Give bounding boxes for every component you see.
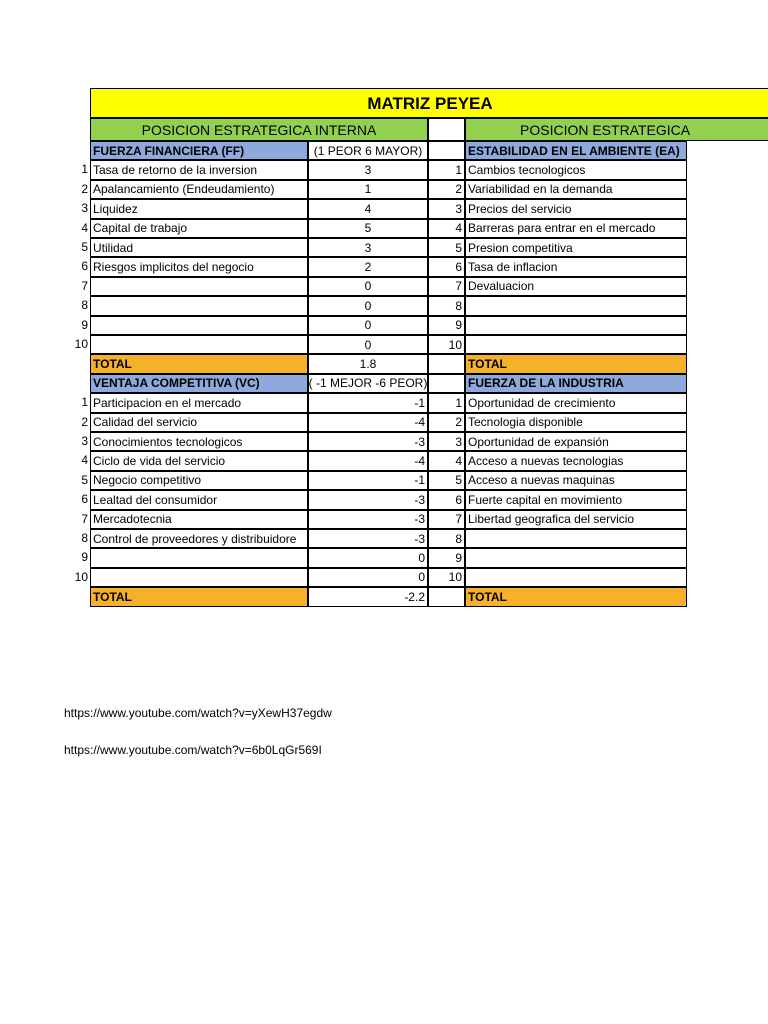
factor-label[interactable]: Riesgos implicitos del negocio (90, 257, 308, 276)
factor-label[interactable]: Mercadotecnia (90, 510, 308, 529)
factor-label-right[interactable] (465, 296, 687, 315)
row-number: 5 (81, 472, 88, 487)
row-number-right: 8 (428, 529, 465, 548)
factor-label-right[interactable]: Oportunidad de expansión (465, 432, 687, 451)
row-number-right: 10 (428, 335, 465, 354)
empty-cell (428, 587, 465, 606)
youtube-link[interactable]: https://www.youtube.com/watch?v=6b0LqGr569I (64, 743, 322, 757)
block-header-right: ESTABILIDAD EN EL AMBIENTE (EA) (465, 141, 687, 160)
row-number-right: 3 (428, 199, 465, 218)
factor-value[interactable]: 3 (308, 238, 428, 257)
row-number: 6 (81, 259, 88, 274)
row-number-right: 9 (428, 316, 465, 335)
row-number: 10 (74, 569, 88, 584)
factor-label-right[interactable] (465, 335, 687, 354)
factor-label[interactable] (90, 277, 308, 296)
empty-cell (428, 374, 465, 393)
factor-value[interactable]: 2 (308, 257, 428, 276)
factor-label-right[interactable] (465, 548, 687, 567)
factor-value[interactable]: -3 (308, 510, 428, 529)
factor-label[interactable]: Ciclo de vida del servicio (90, 451, 308, 470)
row-number: 9 (81, 317, 88, 332)
factor-value[interactable]: -1 (308, 471, 428, 490)
factor-value[interactable]: 5 (308, 219, 428, 238)
factor-label[interactable] (90, 296, 308, 315)
factor-label[interactable]: Control de proveedores y distribuidore (90, 529, 308, 548)
row-number: 1 (81, 395, 88, 410)
factor-label-right[interactable]: Tecnologia disponible (465, 413, 687, 432)
block-header-left: FUERZA FINANCIERA (FF) (90, 141, 308, 160)
factor-label-right[interactable]: Oportunidad de crecimiento (465, 393, 687, 412)
factor-label[interactable]: Calidad del servicio (90, 413, 308, 432)
row-number-right: 5 (428, 471, 465, 490)
row-number: 9 (81, 550, 88, 565)
block-header-left: VENTAJA COMPETITIVA (VC) (90, 374, 308, 393)
factor-label[interactable]: Liquidez (90, 199, 308, 218)
factor-label[interactable]: Tasa de retorno de la inversion (90, 160, 308, 179)
factor-label[interactable]: Capital de trabajo (90, 219, 308, 238)
factor-label-right[interactable] (465, 316, 687, 335)
block-header-right: FUERZA DE LA INDUSTRIA (465, 374, 687, 393)
factor-label[interactable]: Conocimientos tecnologicos (90, 432, 308, 451)
row-number-right: 8 (428, 296, 465, 315)
factor-value[interactable]: 1 (308, 180, 428, 199)
total-value: -2.2 (308, 587, 428, 606)
row-number: 10 (74, 337, 88, 351)
row-number: 8 (81, 298, 88, 313)
row-number: 8 (81, 531, 88, 545)
row-number-right: 5 (428, 238, 465, 257)
block-scale: (1 PEOR 6 MAYOR) (308, 141, 428, 160)
factor-value[interactable]: 4 (308, 199, 428, 218)
row-number-right: 10 (428, 568, 465, 587)
factor-label-right[interactable] (465, 529, 687, 548)
factor-value[interactable]: 0 (308, 335, 428, 354)
right-section-header: POSICION ESTRATEGICA (465, 118, 768, 141)
factor-label-right[interactable]: Libertad geografica del servicio (465, 510, 687, 529)
factor-value[interactable]: 3 (308, 160, 428, 179)
factor-label-right[interactable]: Variabilidad en la demanda (465, 180, 687, 199)
factor-label-right[interactable]: Tasa de inflacion (465, 257, 687, 276)
factor-value[interactable]: 0 (308, 316, 428, 335)
factor-value[interactable]: 0 (308, 296, 428, 315)
row-number-right: 6 (428, 257, 465, 276)
row-number-right: 2 (428, 180, 465, 199)
row-number-right: 1 (428, 160, 465, 179)
factor-label-right[interactable]: Devaluacion (465, 277, 687, 296)
factor-label-right[interactable]: Acceso a nuevas maquinas (465, 471, 687, 490)
factor-label[interactable]: Participacion en el mercado (90, 393, 308, 412)
row-number-right: 3 (428, 432, 465, 451)
factor-label[interactable] (90, 568, 308, 587)
factor-label[interactable]: Lealtad del consumidor (90, 490, 308, 509)
factor-value[interactable]: -3 (308, 432, 428, 451)
row-number-right: 7 (428, 510, 465, 529)
row-number-right: 1 (428, 393, 465, 412)
factor-value[interactable]: -1 (308, 393, 428, 412)
row-number-right: 2 (428, 413, 465, 432)
factor-value[interactable]: -4 (308, 451, 428, 470)
row-number: 4 (81, 220, 88, 235)
row-number: 4 (81, 453, 88, 468)
total-label-right: TOTAL (465, 587, 687, 606)
factor-label[interactable]: Utilidad (90, 238, 308, 257)
factor-label[interactable] (90, 335, 308, 354)
factor-label[interactable] (90, 548, 308, 567)
row-number: 1 (81, 162, 88, 177)
factor-label[interactable]: Apalancamiento (Endeudamiento) (90, 180, 308, 199)
factor-label[interactable] (90, 316, 308, 335)
row-number: 7 (81, 511, 88, 526)
factor-label-right[interactable]: Precios del servicio (465, 199, 687, 218)
row-number-right: 9 (428, 548, 465, 567)
left-section-header: POSICION ESTRATEGICA INTERNA (90, 118, 428, 141)
row-number-right: 4 (428, 219, 465, 238)
row-number: 2 (81, 414, 88, 429)
factor-label-right[interactable]: Cambios tecnologicos (465, 160, 687, 179)
factor-label-right[interactable] (465, 568, 687, 587)
factor-label-right[interactable]: Presion competitiva (465, 238, 687, 257)
row-number: 7 (81, 278, 88, 293)
factor-label-right[interactable]: Barreras para entrar en el mercado (465, 219, 687, 238)
row-number: 6 (81, 492, 88, 507)
factor-value[interactable]: 0 (308, 277, 428, 296)
factor-label-right[interactable]: Fuerte capital en movimiento (465, 490, 687, 509)
row-number: 5 (81, 240, 88, 254)
row-number: 2 (81, 181, 88, 196)
factor-label[interactable]: Negocio competitivo (90, 471, 308, 490)
row-number: 3 (81, 434, 88, 448)
total-value: 1.8 (308, 354, 428, 373)
row-number-right: 6 (428, 490, 465, 509)
factor-value[interactable]: -3 (308, 490, 428, 509)
youtube-link[interactable]: https://www.youtube.com/watch?v=yXewH37egdw (64, 706, 332, 720)
row-number-right: 4 (428, 451, 465, 470)
factor-value[interactable]: 0 (308, 568, 428, 587)
total-label: TOTAL (90, 354, 308, 373)
block-scale: ( -1 MEJOR -6 PEOR) (308, 374, 428, 393)
row-number-right: 7 (428, 277, 465, 296)
matrix-title: MATRIZ PEYEA (90, 88, 768, 118)
empty-cell (428, 141, 465, 160)
empty-cell (428, 354, 465, 373)
factor-value[interactable]: -4 (308, 413, 428, 432)
factor-value[interactable]: -3 (308, 529, 428, 548)
total-label-right: TOTAL (465, 354, 687, 373)
total-label: TOTAL (90, 587, 308, 606)
spacer-cell (428, 118, 465, 141)
factor-label-right[interactable]: Acceso a nuevas tecnologias (465, 451, 687, 470)
row-number: 3 (81, 201, 88, 216)
factor-value[interactable]: 0 (308, 548, 428, 567)
